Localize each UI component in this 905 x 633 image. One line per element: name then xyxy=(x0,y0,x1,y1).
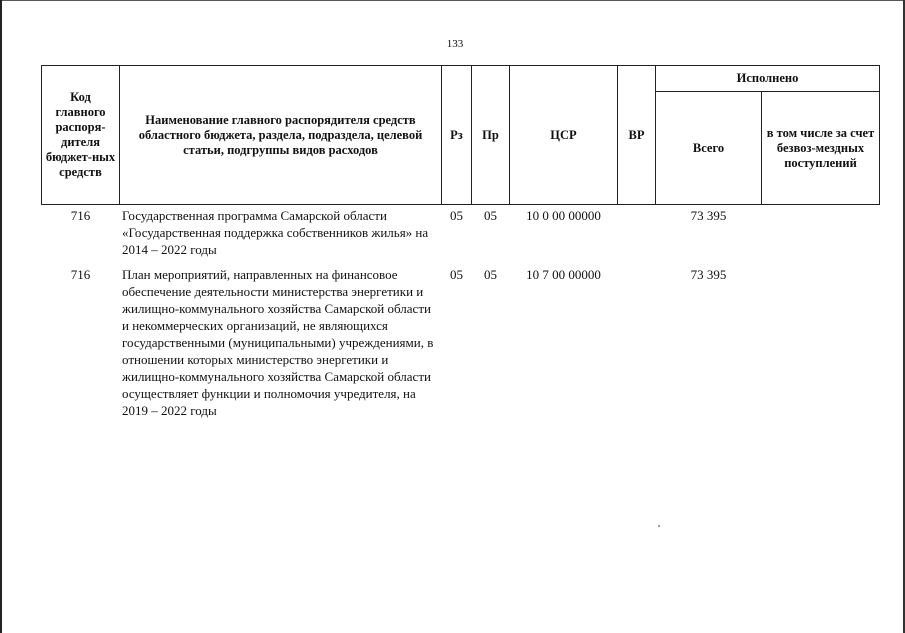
header-executed: Исполнено xyxy=(656,66,880,92)
cell-csr: 10 7 00 00000 xyxy=(526,267,601,282)
header-pr: Пр xyxy=(472,66,510,205)
cell-total: 73 395 xyxy=(690,208,727,223)
header-rz: Рз xyxy=(442,66,472,205)
cell-csr: 10 0 00 00000 xyxy=(526,208,601,223)
cell-vr xyxy=(618,258,656,419)
cell-rz: 05 xyxy=(450,208,463,223)
header-name: Наименование главного распорядителя средств областного бюджета, раздела, подраздела, целевой статьи, подгруппы видов расходов xyxy=(120,66,442,205)
budget-table xyxy=(41,65,880,419)
cell-name: План мероприятий, направленных на финансовое обеспечение деятельности министерства энергетики и жилищно-коммунального хозяйства Самарской области и некоммерческих организаций, не являющихся государственными (муниципальными) учреждениями, в отношении которых министерство энергетики и жилищно-коммунального хозяйства Самарской области осуществляет функции и полномочия учредителя, на 2019 – 2022 годы xyxy=(122,267,434,418)
header-csr: ЦСР xyxy=(510,66,618,205)
cell-total: 73 395 xyxy=(690,267,727,282)
header-free-receipts: в том числе за счет безвоз-мездных поступлений xyxy=(762,92,880,205)
cell-rz: 05 xyxy=(450,267,463,282)
page-edge-top xyxy=(0,0,905,1)
table-row xyxy=(42,205,880,259)
cell-vr xyxy=(618,205,656,259)
cell-free xyxy=(762,258,880,419)
cell-code: 716 xyxy=(70,208,91,223)
cell-pr: 05 xyxy=(484,267,497,282)
header-code: Код главного распоря-дителя бюджет-ных средств xyxy=(42,66,120,205)
cell-name: Государственная программа Самарской области «Государственная поддержка собственников жилья» на 2014 – 2022 годы xyxy=(122,208,429,257)
cell-pr: 05 xyxy=(484,208,497,223)
page-edge-left xyxy=(0,0,2,633)
page-number: 133 xyxy=(446,38,464,50)
cell-free xyxy=(762,205,880,259)
header-total: Всего xyxy=(656,92,762,205)
table-row xyxy=(42,258,880,419)
header-vr: ВР xyxy=(618,66,656,205)
scan-speck xyxy=(658,525,660,527)
cell-code: 716 xyxy=(70,267,91,282)
